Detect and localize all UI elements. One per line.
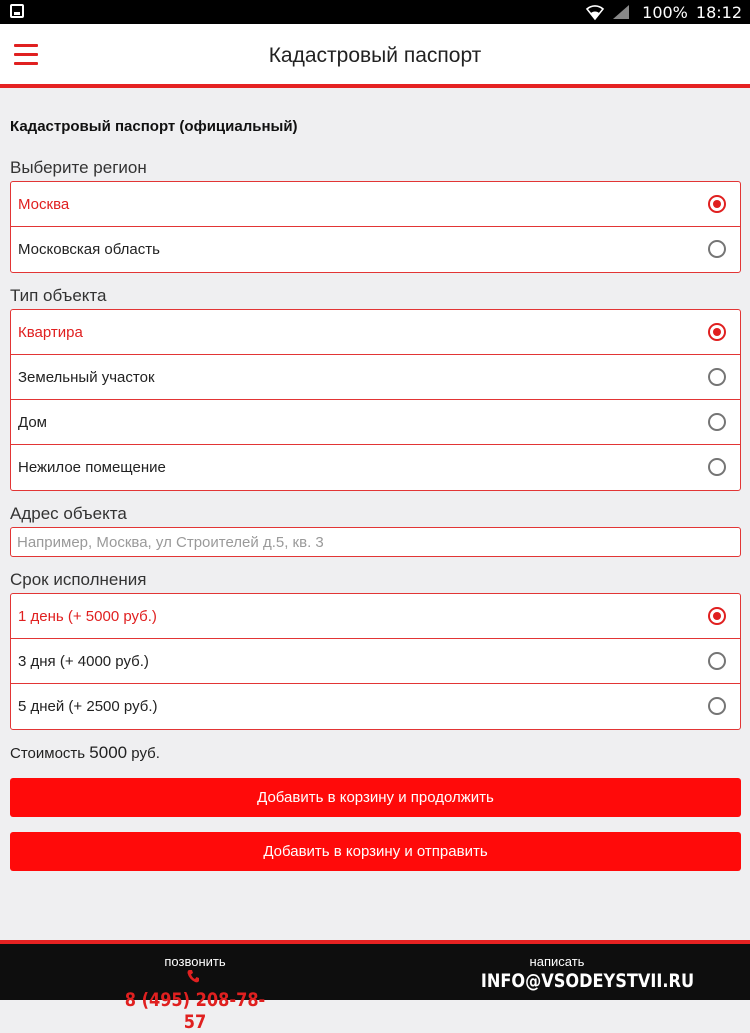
signal-icon <box>612 4 630 20</box>
status-right <box>586 0 742 24</box>
object-type-option-land[interactable] <box>11 355 740 400</box>
option-label: 3 дня (+ 4000 руб.) <box>18 653 149 670</box>
email-address[interactable]: INFO@VSODEYSTVII.RU <box>480 970 695 992</box>
term-group <box>10 593 741 730</box>
address-input[interactable] <box>10 527 741 557</box>
term-option-5-days[interactable] <box>11 684 740 729</box>
radio-checked-icon[interactable] <box>708 607 726 625</box>
screenshot-notification-icon <box>10 4 24 18</box>
footer <box>0 940 750 1033</box>
radio-unchecked-icon[interactable] <box>708 458 726 476</box>
add-to-cart-send-button[interactable]: Добавить в корзину и отправить <box>10 832 741 871</box>
object-type-option-house[interactable] <box>11 400 740 445</box>
term-option-3-days[interactable] <box>11 639 740 684</box>
option-label: Нежилое помещение <box>18 459 166 476</box>
object-type-group <box>10 309 741 491</box>
call-block[interactable] <box>100 954 290 1033</box>
option-label: Дом <box>18 414 47 431</box>
phone-icon <box>187 969 199 988</box>
region-option-moscow-oblast[interactable] <box>11 227 740 272</box>
option-label: 1 день (+ 5000 руб.) <box>18 608 157 625</box>
write-label: написать <box>529 954 585 969</box>
region-label: Выберите регион <box>10 158 147 177</box>
clock: 18:12 <box>695 2 742 22</box>
term-label: Срок исполнения <box>10 570 147 589</box>
radio-unchecked-icon[interactable] <box>708 652 726 670</box>
status-bar <box>0 0 750 24</box>
write-block[interactable] <box>462 954 695 992</box>
radio-unchecked-icon[interactable] <box>708 240 726 258</box>
radio-unchecked-icon[interactable] <box>708 697 726 715</box>
radio-checked-icon[interactable] <box>708 195 726 213</box>
phone-number[interactable]: 8 (495) 208-78-57 <box>124 989 266 1033</box>
radio-unchecked-icon[interactable] <box>708 413 726 431</box>
price-line <box>10 743 160 763</box>
price-value: 5000 <box>89 743 128 762</box>
option-label: Земельный участок <box>18 369 155 386</box>
battery-level: 100% <box>642 2 688 22</box>
call-label: позвонить <box>164 954 226 969</box>
address-label: Адрес объекта <box>10 504 127 523</box>
option-label: 5 дней (+ 2500 руб.) <box>18 698 158 715</box>
add-to-cart-continue-button[interactable]: Добавить в корзину и продолжить <box>10 778 741 817</box>
term-option-1-day[interactable] <box>11 594 740 639</box>
object-type-label: Тип объекта <box>10 286 107 305</box>
region-group <box>10 181 741 273</box>
price-suffix: руб. <box>131 745 160 762</box>
wifi-icon <box>586 4 604 20</box>
app-bar <box>0 24 750 88</box>
option-label: Московская область <box>18 241 160 258</box>
radio-checked-icon[interactable] <box>708 323 726 341</box>
object-type-option-apartment[interactable] <box>11 310 740 355</box>
option-label: Квартира <box>18 324 83 341</box>
region-option-moscow[interactable] <box>11 182 740 227</box>
radio-unchecked-icon[interactable] <box>708 368 726 386</box>
option-label: Москва <box>18 196 70 213</box>
price-prefix: Стоимость <box>10 745 86 762</box>
form-title: Кадастровый паспорт (официальный) <box>10 118 298 135</box>
page-title: Кадастровый паспорт <box>268 44 482 67</box>
object-type-option-nonresidential[interactable] <box>11 445 740 490</box>
